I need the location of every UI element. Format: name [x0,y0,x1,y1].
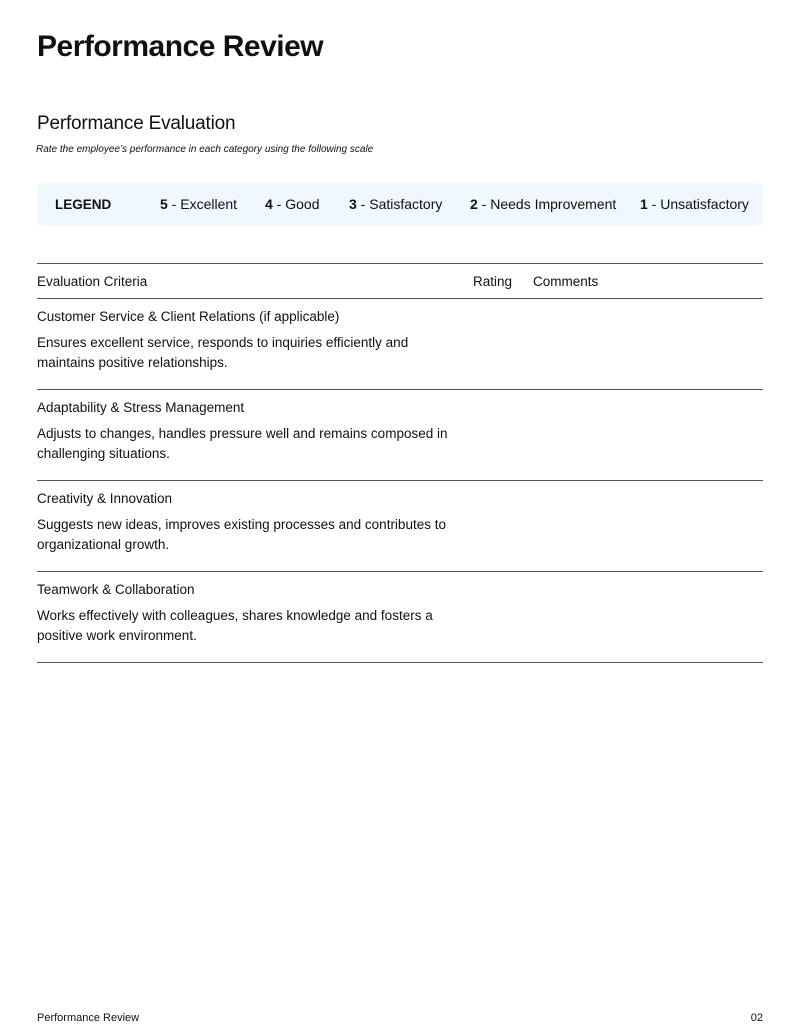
legend-score: 3 [349,196,357,212]
section-subtitle: Rate the employee’s performance in each category using the following scale [36,144,374,155]
legend-score: 5 [160,196,168,212]
table-row [37,390,763,481]
legend-text: - Needs Improvement [477,196,617,212]
comments-field[interactable] [533,398,761,472]
legend-label: LEGEND [55,197,112,212]
criteria-description: Works effectively with colleagues, shares knowledge and fosters a positive work environment. [37,608,433,643]
comments-field[interactable] [533,307,761,381]
rating-field[interactable] [473,580,523,654]
legend-text: - Excellent [167,196,238,212]
legend-item-1 [640,196,749,213]
comments-field[interactable] [533,580,761,654]
legend-item-5 [160,196,237,213]
criteria-description: Ensures excellent service, responds to inquiries efficiently and maintains positive relationships. [37,335,409,370]
legend-text: - Unsatisfactory [647,196,749,212]
criteria-title: Customer Service & Client Relations (if applicable) [37,309,340,324]
evaluation-table [37,263,763,663]
header-rating: Rating [473,274,513,289]
section-title: Performance Evaluation [37,113,236,134]
table-header [37,264,763,299]
legend-text: - Good [272,196,320,212]
document-title: Performance Review [37,30,324,63]
footer-page-number: 02 [750,1012,763,1024]
table-row [37,481,763,572]
criteria-title: Creativity & Innovation [37,491,173,506]
header-comments: Comments [533,274,599,289]
criteria-description: Adjusts to changes, handles pressure well and remains composed in challenging situations. [37,426,448,461]
footer-document-name: Performance Review [37,1012,140,1024]
rating-legend [37,183,763,226]
criteria-description: Suggests new ideas, improves existing processes and contributes to organizational growth. [37,517,446,552]
table-row [37,572,763,663]
table-row [37,299,763,390]
legend-text: - Satisfactory [356,196,443,212]
legend-score: 4 [265,196,273,212]
legend-item-2 [470,196,616,213]
legend-item-4 [265,196,320,213]
rating-field[interactable] [473,398,523,472]
legend-score: 2 [470,196,478,212]
rating-field[interactable] [473,307,523,381]
legend-score: 1 [640,196,648,212]
legend-item-3 [349,196,442,213]
criteria-title: Teamwork & Collaboration [37,582,195,597]
comments-field[interactable] [533,489,761,563]
criteria-title: Adaptability & Stress Management [37,400,245,415]
rating-field[interactable] [473,489,523,563]
header-evaluation-criteria: Evaluation Criteria [37,274,148,289]
